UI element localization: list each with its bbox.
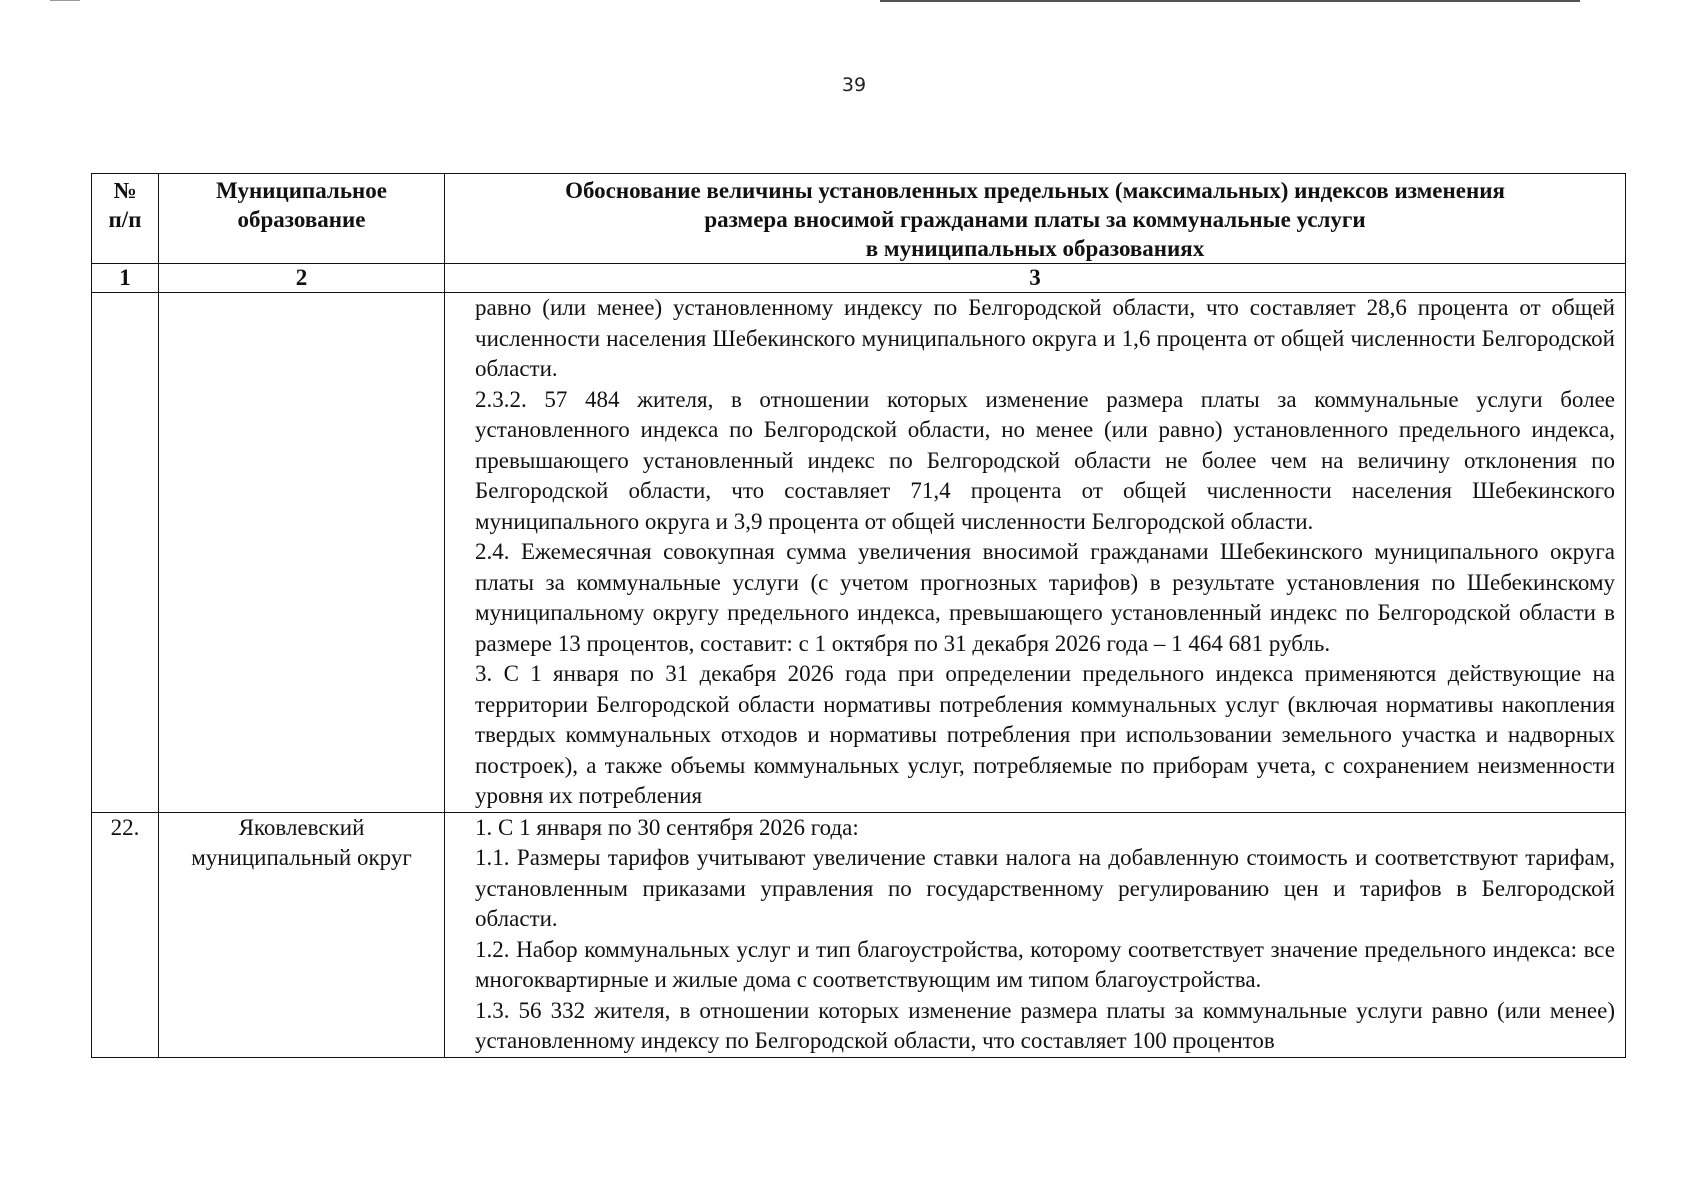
- header-num: [92, 174, 159, 264]
- column-number-row: [92, 264, 1626, 293]
- paragraph: 1.3. 56 332 жителя, в отношении которых изменение размера платы за коммунальные услуги равно (или менее) установленному индексу по Белгородской области, что составляет 100 процентов: [475, 997, 1615, 1053]
- paragraph: 1.2. Набор коммунальных услуг и тип благоустройства, которому соответствует значение предельного индекса: все многоквартирные и жилые дома с соответствующим им типом благоустройства.: [475, 936, 1615, 992]
- header-justification: [445, 174, 1626, 264]
- header-municipality-line-2: образование: [237, 207, 366, 232]
- paragraph: 2.4. Ежемесячная совокупная сумма увеличения вносимой гражданами Шебекинского муниципального округа платы за коммунальные услуги (с учетом прогнозных тарифов) в результате установления по Шебекинскому муниципальному округу предельного индекса, превышающего установленный индекс по Белгородской области в размере 13 процентов, составит: с 1 октября по 31 декабря 2026 года – 1 464 681 рубль.: [475, 539, 1615, 656]
- paragraph: 3. С 1 января по 31 декабря 2026 года при определении предельного индекса применяются действующие на территории Белгородской области нормативы потребления коммунальных услуг (включая нормативы накопления твердых коммунальных отходов и нормативы потребления при использовании земельного участка и надворных построек), а также объемы коммунальных услуг, потребляемые по приборам учета, с сохранением неизменности уровня их потребления: [475, 661, 1615, 808]
- top-border-line-left: [50, 0, 80, 1]
- page-number: 39: [841, 74, 867, 96]
- row-justification: [445, 293, 1626, 813]
- paragraph: 1.1. Размеры тарифов учитывают увеличение ставки налога на добавленную стоимость и соответствуют тарифам, установленным приказами управления по государственному регулированию цен и тарифов в Белгородской области.: [475, 845, 1615, 931]
- top-border-line: [880, 0, 1580, 2]
- table-header-row: [92, 174, 1626, 264]
- column-number-2: 2: [159, 264, 445, 293]
- table-row: [92, 293, 1626, 813]
- header-num-line-1: №: [113, 178, 137, 203]
- header-num-line-2: п/п: [108, 207, 142, 232]
- header-municipality: [159, 174, 445, 264]
- row-municipality: [159, 293, 445, 813]
- row-number: 22.: [92, 812, 159, 1057]
- paragraph: 1. С 1 января по 30 сентября 2026 года:: [475, 814, 859, 840]
- row-municipality: Яковлевский муниципальный округ: [159, 812, 445, 1057]
- column-number-1: 1: [92, 264, 159, 293]
- paragraph: равно (или менее) установленному индексу по Белгородской области, что составляет 28,6 процента от общей численности населения Шебекинского муниципального округа и 1,6 процента от общей численности Белгородской области.: [475, 295, 1615, 381]
- table-row: [92, 812, 1626, 1057]
- row-number: [92, 293, 159, 813]
- column-number-3: 3: [445, 264, 1626, 293]
- row-justification: [445, 812, 1626, 1057]
- header-justification-line-3: в муниципальных образованиях: [865, 236, 1205, 261]
- justification-table: [91, 173, 1626, 1058]
- header-justification-line-1: Обоснование величины установленных предельных (максимальных) индексов изменения: [565, 178, 1505, 203]
- header-municipality-line-1: Муниципальное: [216, 178, 387, 203]
- header-justification-line-2: размера вносимой гражданами платы за коммунальные услуги: [704, 207, 1366, 232]
- paragraph: 2.3.2. 57 484 жителя, в отношении которых изменение размера платы за коммунальные услуги более установленного индекса по Белгородской области, но менее (или равно) установленного предельного индекса, превышающего установленный индекс по Белгородской области не более чем на величину отклонения по Белгородской области, что составляет 71,4 процента от общей численности населения Шебекинского муниципального округа и 3,9 процента от общей численности Белгородской области.: [475, 386, 1615, 534]
